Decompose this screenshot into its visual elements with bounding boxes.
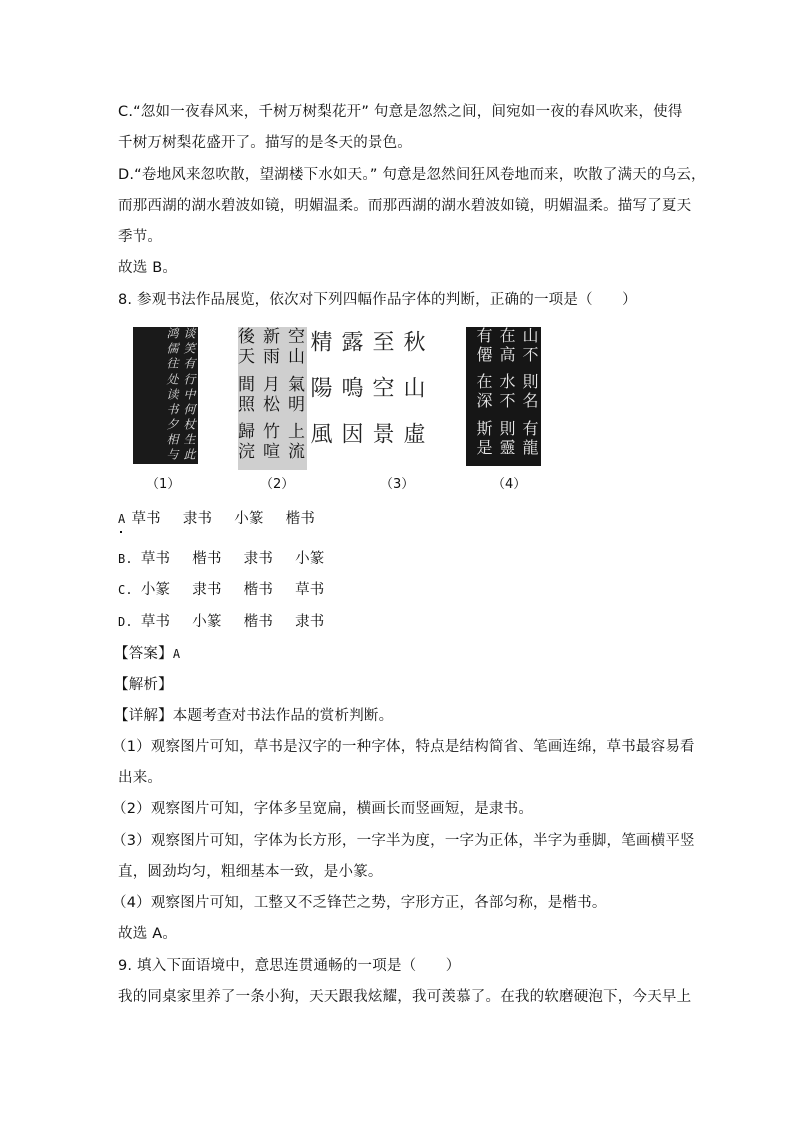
option-item: 楷书 bbox=[285, 511, 316, 527]
option-item: 隶书 bbox=[243, 551, 274, 567]
option-item: 隶书 bbox=[295, 614, 325, 630]
analysis-label: 【解析】 bbox=[114, 677, 173, 693]
answer-value: A bbox=[172, 647, 181, 661]
choose-b: 故选 B。 bbox=[118, 260, 178, 276]
image-caption-1: （1） bbox=[146, 477, 181, 492]
calligraphy-image-1 bbox=[133, 327, 198, 464]
option-d-explanation-line1: D.“卷地风来忽吹散，望湖楼下水如天。” 句意是忽然间狂风卷地而来，吹散了满天的乌云， bbox=[118, 167, 706, 183]
image-column: 氣明月松間照 bbox=[234, 374, 304, 415]
image-column: 杖生此夕相与 bbox=[165, 418, 196, 464]
image-caption-2: （2） bbox=[260, 477, 295, 492]
image-column: 谈笑有鸿儒往 bbox=[165, 327, 196, 372]
option-label: B. bbox=[118, 552, 133, 566]
detail-point-3-line2: 直，圆劲均匀，粗细基本一致，是小篆。 bbox=[118, 864, 383, 880]
question-9-text: 我的同桌家里养了一条小狗，天天跟我炫耀，我可羡慕了。在我的软磨硬泡下，今天早上 bbox=[118, 989, 692, 1005]
option-item: 楷书 bbox=[243, 614, 274, 630]
image-column: 有龍則靈斯是 bbox=[474, 419, 539, 458]
question-8: 8. 参观书法作品展览，依次对下列四幅作品字体的判断，正确的一项是（ ） bbox=[118, 292, 637, 308]
image-caption-4: （4） bbox=[492, 477, 527, 492]
dot-mark bbox=[120, 531, 122, 533]
image-column: 秋至露精 bbox=[307, 330, 425, 355]
image-column: 山不在高有僊 bbox=[474, 327, 539, 365]
detail-point-1-line2: 出来。 bbox=[118, 770, 163, 786]
option-item: 草书 bbox=[295, 582, 325, 598]
option-d bbox=[118, 613, 346, 631]
option-label: C. bbox=[118, 583, 133, 597]
option-b bbox=[118, 550, 346, 568]
option-label: A bbox=[118, 512, 126, 526]
option-item: 草书 bbox=[140, 614, 171, 630]
image-column: 虛景因風 bbox=[307, 422, 425, 447]
option-c-explanation-line2: 千树万树梨花盛开了。描写的是冬天的景色。 bbox=[118, 135, 412, 151]
image-caption-3: （3） bbox=[380, 477, 415, 492]
option-item: 楷书 bbox=[192, 551, 222, 567]
option-item: 隶书 bbox=[192, 582, 222, 598]
choose-a: 故选 A。 bbox=[118, 926, 178, 942]
detail-point-4: （4）观察图片可知，工整又不乏锋芒之势，字形方正，各部匀称，是楷书。 bbox=[112, 895, 607, 911]
option-c bbox=[118, 581, 346, 599]
image-column: 上流竹喧歸浣 bbox=[234, 422, 304, 463]
calligraphy-image-3 bbox=[307, 330, 428, 468]
option-item: 小篆 bbox=[295, 551, 325, 567]
image-column: 則名水不在深 bbox=[474, 373, 539, 412]
option-d-explanation-line2: 而那西湖的湖水碧波如镜，明媚温柔。而那西湖的湖水碧波如镜，明媚温柔。描写了夏天 bbox=[118, 198, 692, 214]
option-item: 草书 bbox=[140, 551, 171, 567]
detail-intro: 【详解】本题考查对书法作品的赏析判断。 bbox=[114, 708, 394, 724]
option-item: 小篆 bbox=[140, 582, 171, 598]
option-item: 草书 bbox=[131, 511, 161, 527]
option-item: 隶书 bbox=[182, 511, 213, 527]
option-c-explanation-line1: C.“忽如一夜春风来，千树万树梨花开” 句意是忽然之间，间宛如一夜的春风吹来，使得 bbox=[118, 104, 683, 120]
detail-point-3-line1: （3）观察图片可知，字体为长方形，一字半为度，一字为正体，半字为垂脚，笔画横平竖 bbox=[112, 833, 695, 849]
detail-point-2: （2）观察图片可知，字体多呈宽扁，横画长而竖画短，是隶书。 bbox=[112, 801, 534, 817]
image-column: 行中何处读书 bbox=[165, 372, 196, 418]
option-label: D. bbox=[118, 615, 133, 629]
option-item: 小篆 bbox=[234, 511, 264, 527]
calligraphy-image-4 bbox=[466, 327, 541, 466]
question-9: 9. 填入下面语境中，意思连贯通畅的一项是（ ） bbox=[118, 958, 461, 974]
answer bbox=[114, 645, 180, 663]
option-item: 楷书 bbox=[243, 582, 274, 598]
detail-point-1-line1: （1）观察图片可知，草书是汉字的一种字体，特点是结构简省、笔画连绵，草书最容易看 bbox=[112, 739, 695, 755]
option-a bbox=[118, 510, 337, 528]
option-d-explanation-line3: 季节。 bbox=[118, 229, 163, 245]
option-item: 小篆 bbox=[192, 614, 222, 630]
calligraphy-image-2 bbox=[234, 327, 307, 470]
image-column: 山空鳴陽 bbox=[307, 376, 425, 401]
answer-label: 【答案】 bbox=[114, 646, 173, 662]
image-column: 空山新雨後天 bbox=[234, 327, 304, 367]
